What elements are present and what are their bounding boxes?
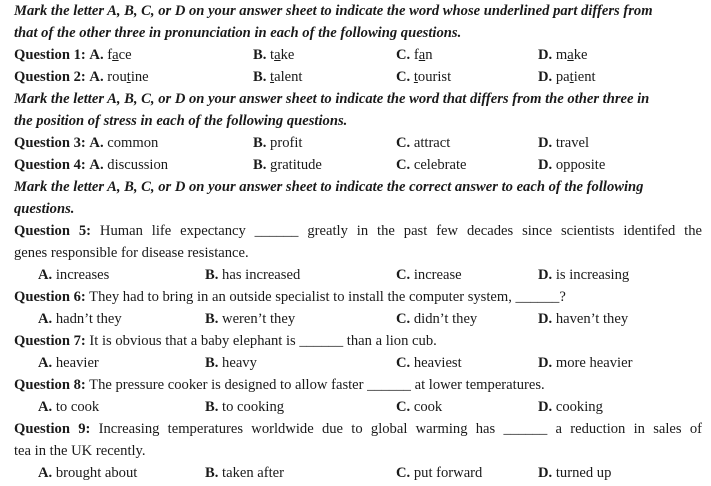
question-1-option-d: D. make (538, 47, 588, 63)
question-1-option-a: A. face (89, 47, 132, 63)
question-5-option-b: B. has increased (205, 267, 301, 283)
question-9-text-line-1: Increasing temperatures worldwide due to global warming has ______ a reduction in sales of (98, 421, 702, 437)
section-2-instruction-line-1: Mark the letter A, B, C, or D on your answer sheet to indicate the word that differs from the other three in (14, 91, 650, 107)
question-5-option-c: C. increase (396, 267, 462, 283)
question-9-option-d: D. turned up (538, 465, 612, 481)
question-8-option-b: B. to cooking (205, 399, 285, 415)
question-7-option-d: D. more heavier (538, 355, 633, 371)
question-4-option-b: B. gratitude (253, 157, 322, 173)
question-3-option-d: D. travel (538, 135, 590, 151)
section-2-instruction-line-2: the position of stress in each of the following questions. (14, 113, 348, 129)
question-1-option-c: C. fan (396, 47, 433, 63)
question-5-label: Question 5: (14, 223, 92, 239)
question-8-text: The pressure cooker is designed to allow faster ______ at lower temperatures. (89, 377, 545, 393)
question-8-option-a: A. to cook (38, 399, 100, 415)
question-2 (14, 69, 149, 86)
question-6 (14, 289, 566, 306)
question-3-option-c: C. attract (396, 135, 451, 151)
question-1 (14, 47, 132, 64)
question-6-option-a: A. hadn’t they (38, 311, 122, 327)
question-3 (14, 135, 158, 152)
question-2-option-a: A. routine (89, 69, 149, 85)
question-8-option-c: C. cook (396, 399, 443, 415)
question-9-option-c: C. put forward (396, 465, 483, 481)
question-2-label: Question 2: (14, 69, 86, 85)
section-1-instruction-line-1: Mark the letter A, B, C, or D on your answer sheet to indicate the word whose underlined part differs from (14, 3, 653, 19)
question-5-option-a: A. increases (38, 267, 110, 283)
question-7-option-b: B. heavy (205, 355, 257, 371)
question-5-text-line-1: Human life expectancy ______ greatly in the past few decades since scientists identifed the (99, 223, 702, 239)
question-9-text-line-2: tea in the UK recently. (14, 443, 146, 459)
question-5-text-line-2: genes responsible for disease resistance. (14, 245, 249, 261)
question-6-option-c: C. didn’t they (396, 311, 478, 327)
section-3-instruction-line-1: Mark the letter A, B, C, or D on your answer sheet to indicate the correct answer to each of the following (14, 179, 644, 195)
question-2-option-b: B. talent (253, 69, 303, 85)
question-3-label: Question 3: (14, 135, 86, 151)
question-1-option-b: B. take (253, 47, 295, 63)
question-9-option-b: B. taken after (205, 465, 285, 481)
question-3-option-b: B. profit (253, 135, 303, 151)
question-2-option-d: D. patient (538, 69, 596, 85)
question-8 (14, 377, 545, 394)
question-1-label: Question 1: (14, 47, 86, 63)
question-7-option-c: C. heaviest (396, 355, 462, 371)
question-7-option-a: A. heavier (38, 355, 99, 371)
question-9-label: Question 9: (14, 421, 91, 437)
question-4-option-a: A. discussion (89, 157, 169, 173)
question-9 (14, 421, 702, 438)
question-4 (14, 157, 168, 174)
question-7-text: It is obvious that a baby elephant is ______ than a lion cub. (89, 333, 437, 349)
question-7-label: Question 7: (14, 333, 86, 349)
question-7 (14, 333, 437, 350)
question-2-option-c: C. tourist (396, 69, 452, 85)
question-4-option-c: C. celebrate (396, 157, 467, 173)
question-8-option-d: D. cooking (538, 399, 603, 415)
question-6-option-b: B. weren’t they (205, 311, 296, 327)
question-3-option-a: A. common (89, 135, 159, 151)
section-1-instruction-line-2: that of the other three in pronunciation in each of the following questions. (14, 25, 462, 41)
question-9-option-a: A. brought about (38, 465, 138, 481)
question-8-label: Question 8: (14, 377, 86, 393)
question-5 (14, 223, 702, 240)
question-4-option-d: D. opposite (538, 157, 606, 173)
question-6-option-d: D. haven’t they (538, 311, 629, 327)
question-6-label: Question 6: (14, 289, 86, 305)
question-4-label: Question 4: (14, 157, 86, 173)
question-5-option-d: D. is increasing (538, 267, 630, 283)
question-6-text: They had to bring in an outside specialist to install the computer system, ______? (89, 289, 566, 305)
section-3-instruction-line-2: questions. (14, 201, 75, 217)
